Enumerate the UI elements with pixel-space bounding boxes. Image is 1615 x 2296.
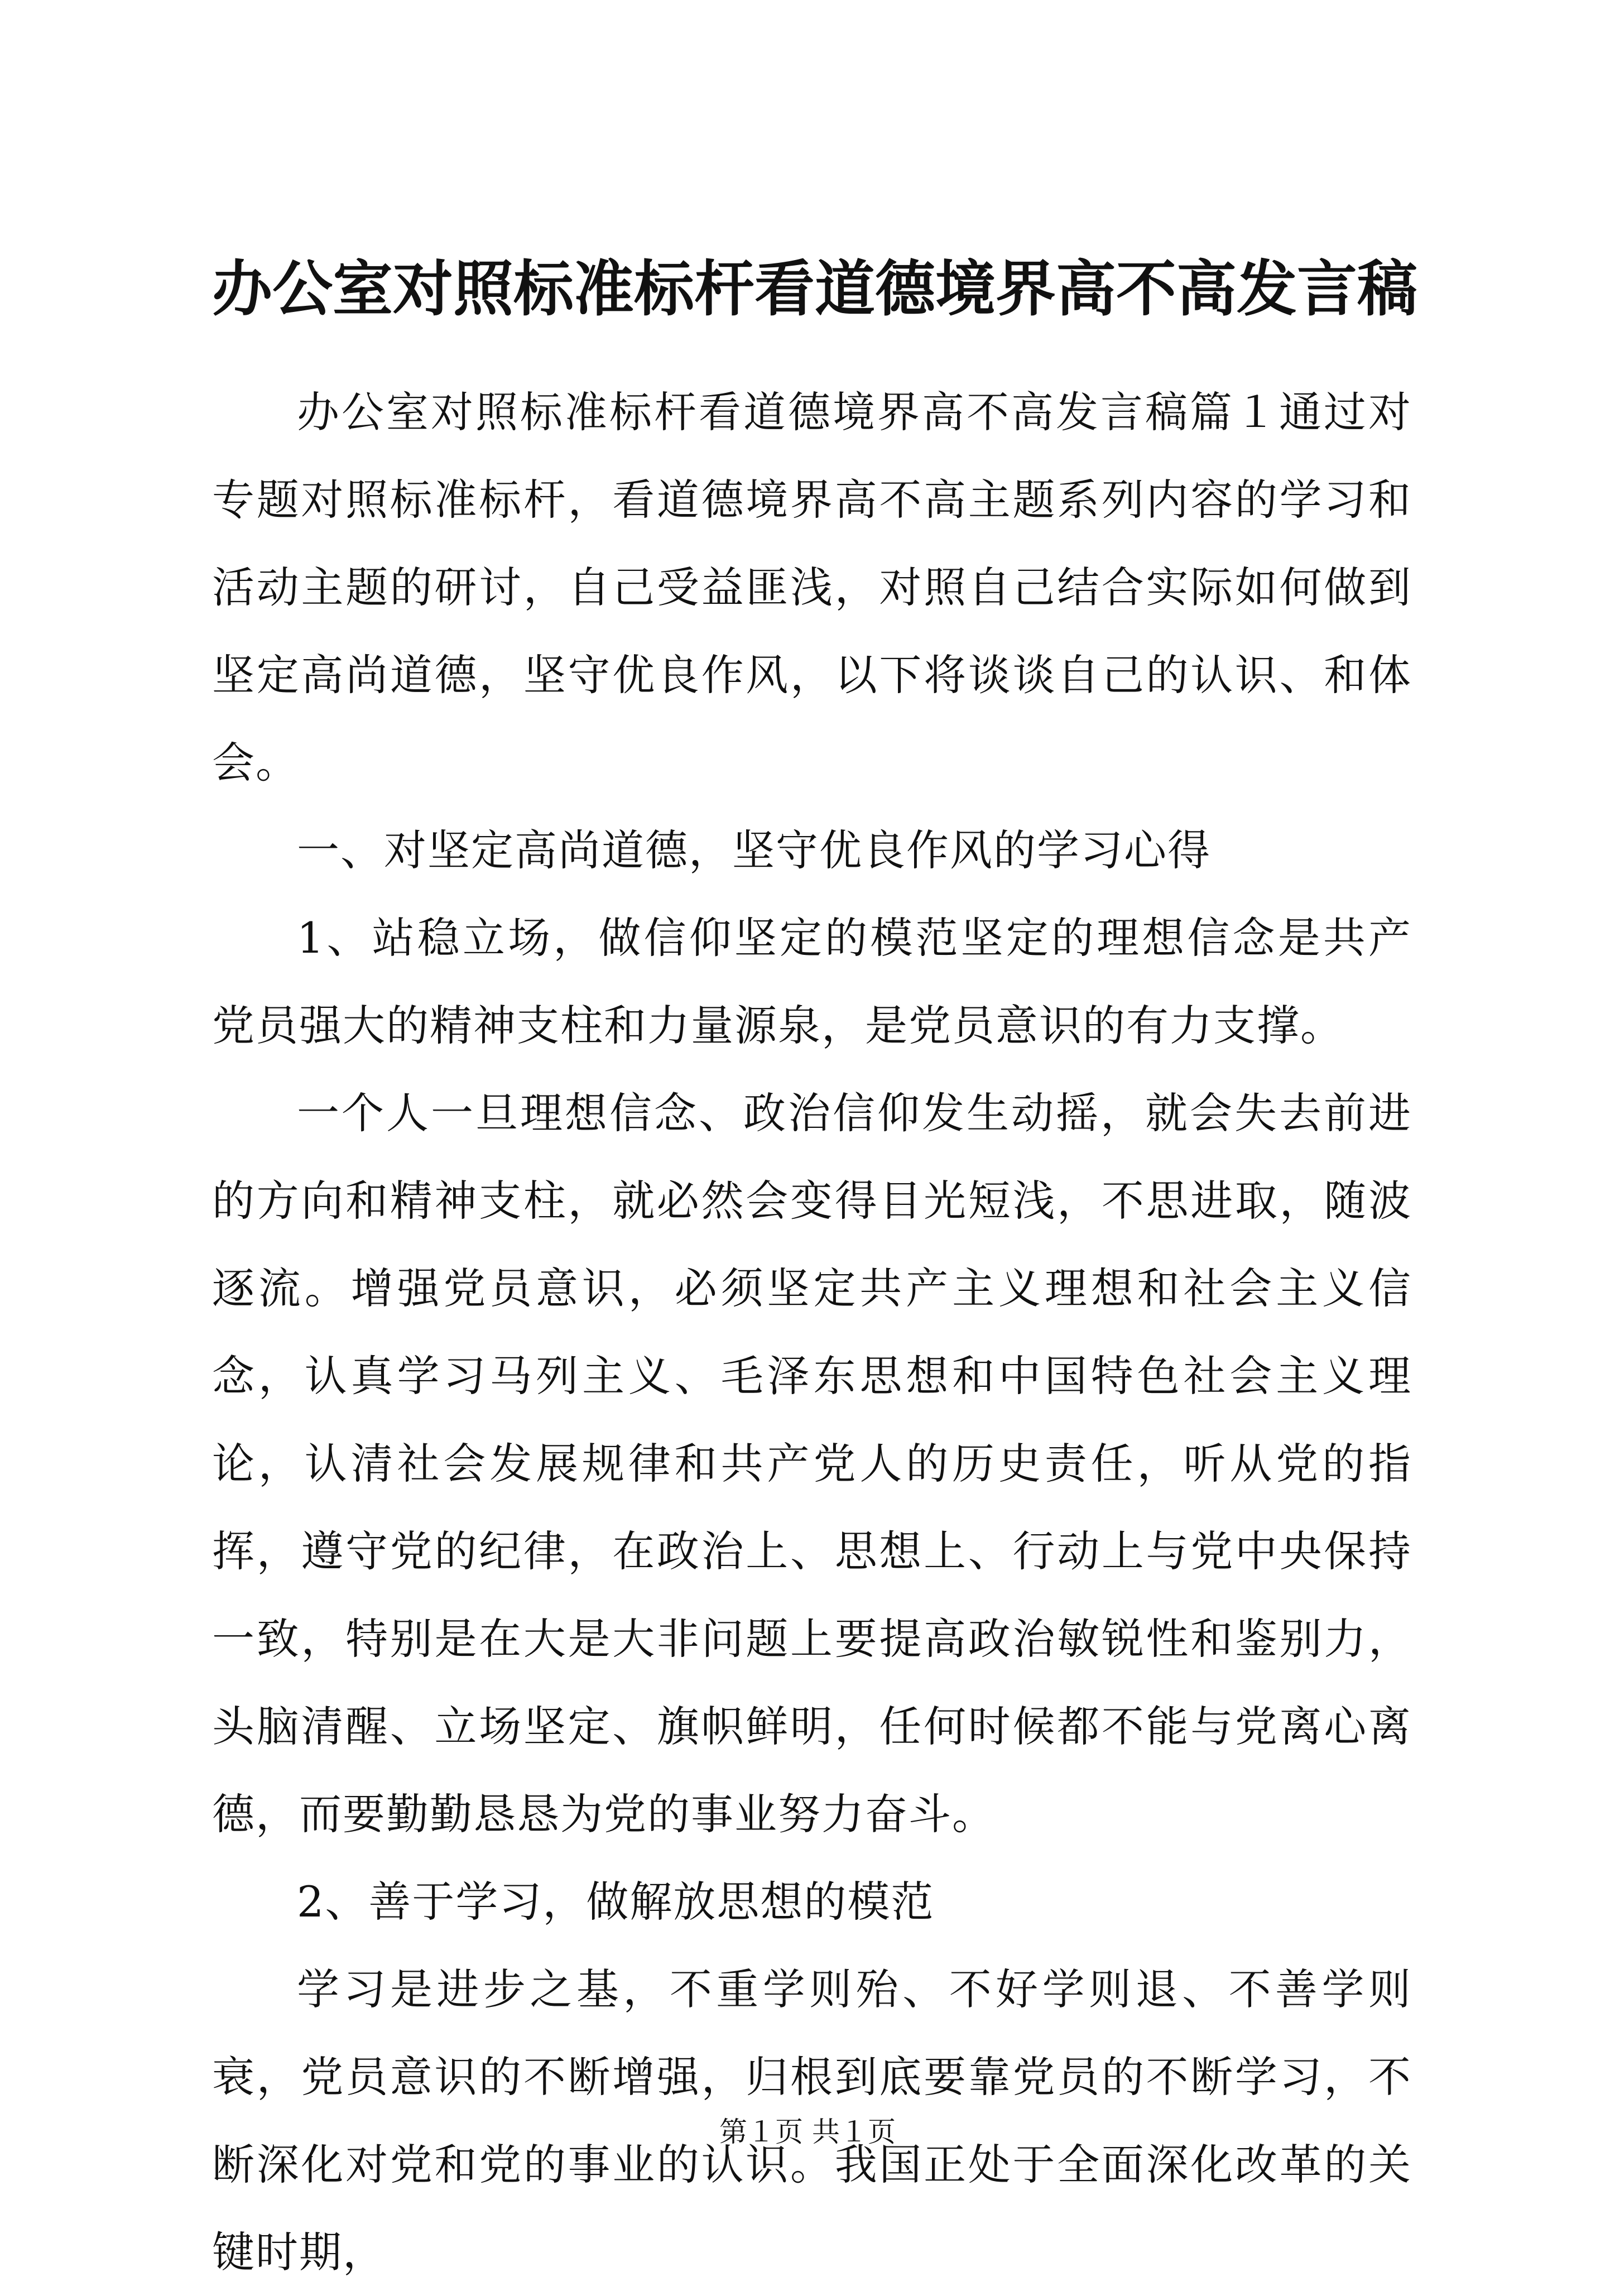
paragraph-point-1: 1、站稳立场，做信仰坚定的模范坚定的理想信念是共产党员强大的精神支柱和力量源泉，是党员意识的有力支撑。: [212, 913, 1412, 1050]
paragraph-intro: 办公室对照标准标杆看道德境界高不高发言稿篇１通过对专题对照标准标杆，看道德境界高不高主题系列内容的学习和活动主题的研讨，自己受益匪浅，对照自己结合实际如何做到坚定高尚道德，坚守优良作风，以下将谈谈自己的认识、和体会。: [212, 387, 1412, 787]
paragraph-point-2-heading: 2、善于学习，做解放思想的模范: [297, 1877, 935, 1927]
paragraph-point-2-detail: 学习是进步之基，不重学则殆、不好学则退、不善学则衰，党员意识的不断增强，归根到底要靠党员的不断学习，不断深化对党和党的事业的认识。我国正处于全面深化改革的关键时期，: [212, 1964, 1412, 2277]
document-body: [212, 368, 1412, 2296]
page-footer: 第１页 共１页: [719, 2116, 896, 2148]
paragraph-section-heading-1: 一、对坚定高尚道德，坚守优良作风的学习心得: [297, 825, 1211, 875]
document-title: 办公室对照标准标杆看道德境界高不高发言稿: [212, 254, 1418, 324]
paragraph-point-1-detail: 一个人一旦理想信念、政治信仰发生动摇，就会失去前进的方向和精神支柱，就必然会变得目光短浅，不思进取，随波逐流。增强党员意识，必须坚定共产主义理想和社会主义信念，认真学习马列主义、毛泽东思想和中国特色社会主义理论，认清社会发展规律和共产党人的历史责任，听从党的指挥，遵守党的纪律，在政治上、思想上、行动上与党中央保持一致，特别是在大是大非问题上要提高政治敏锐性和鉴别力，头脑清醒、立场坚定、旗帜鲜明，任何时候都不能与党离心离德，而要勤勤恳恳为党的事业努力奋斗。: [212, 1088, 1412, 1839]
